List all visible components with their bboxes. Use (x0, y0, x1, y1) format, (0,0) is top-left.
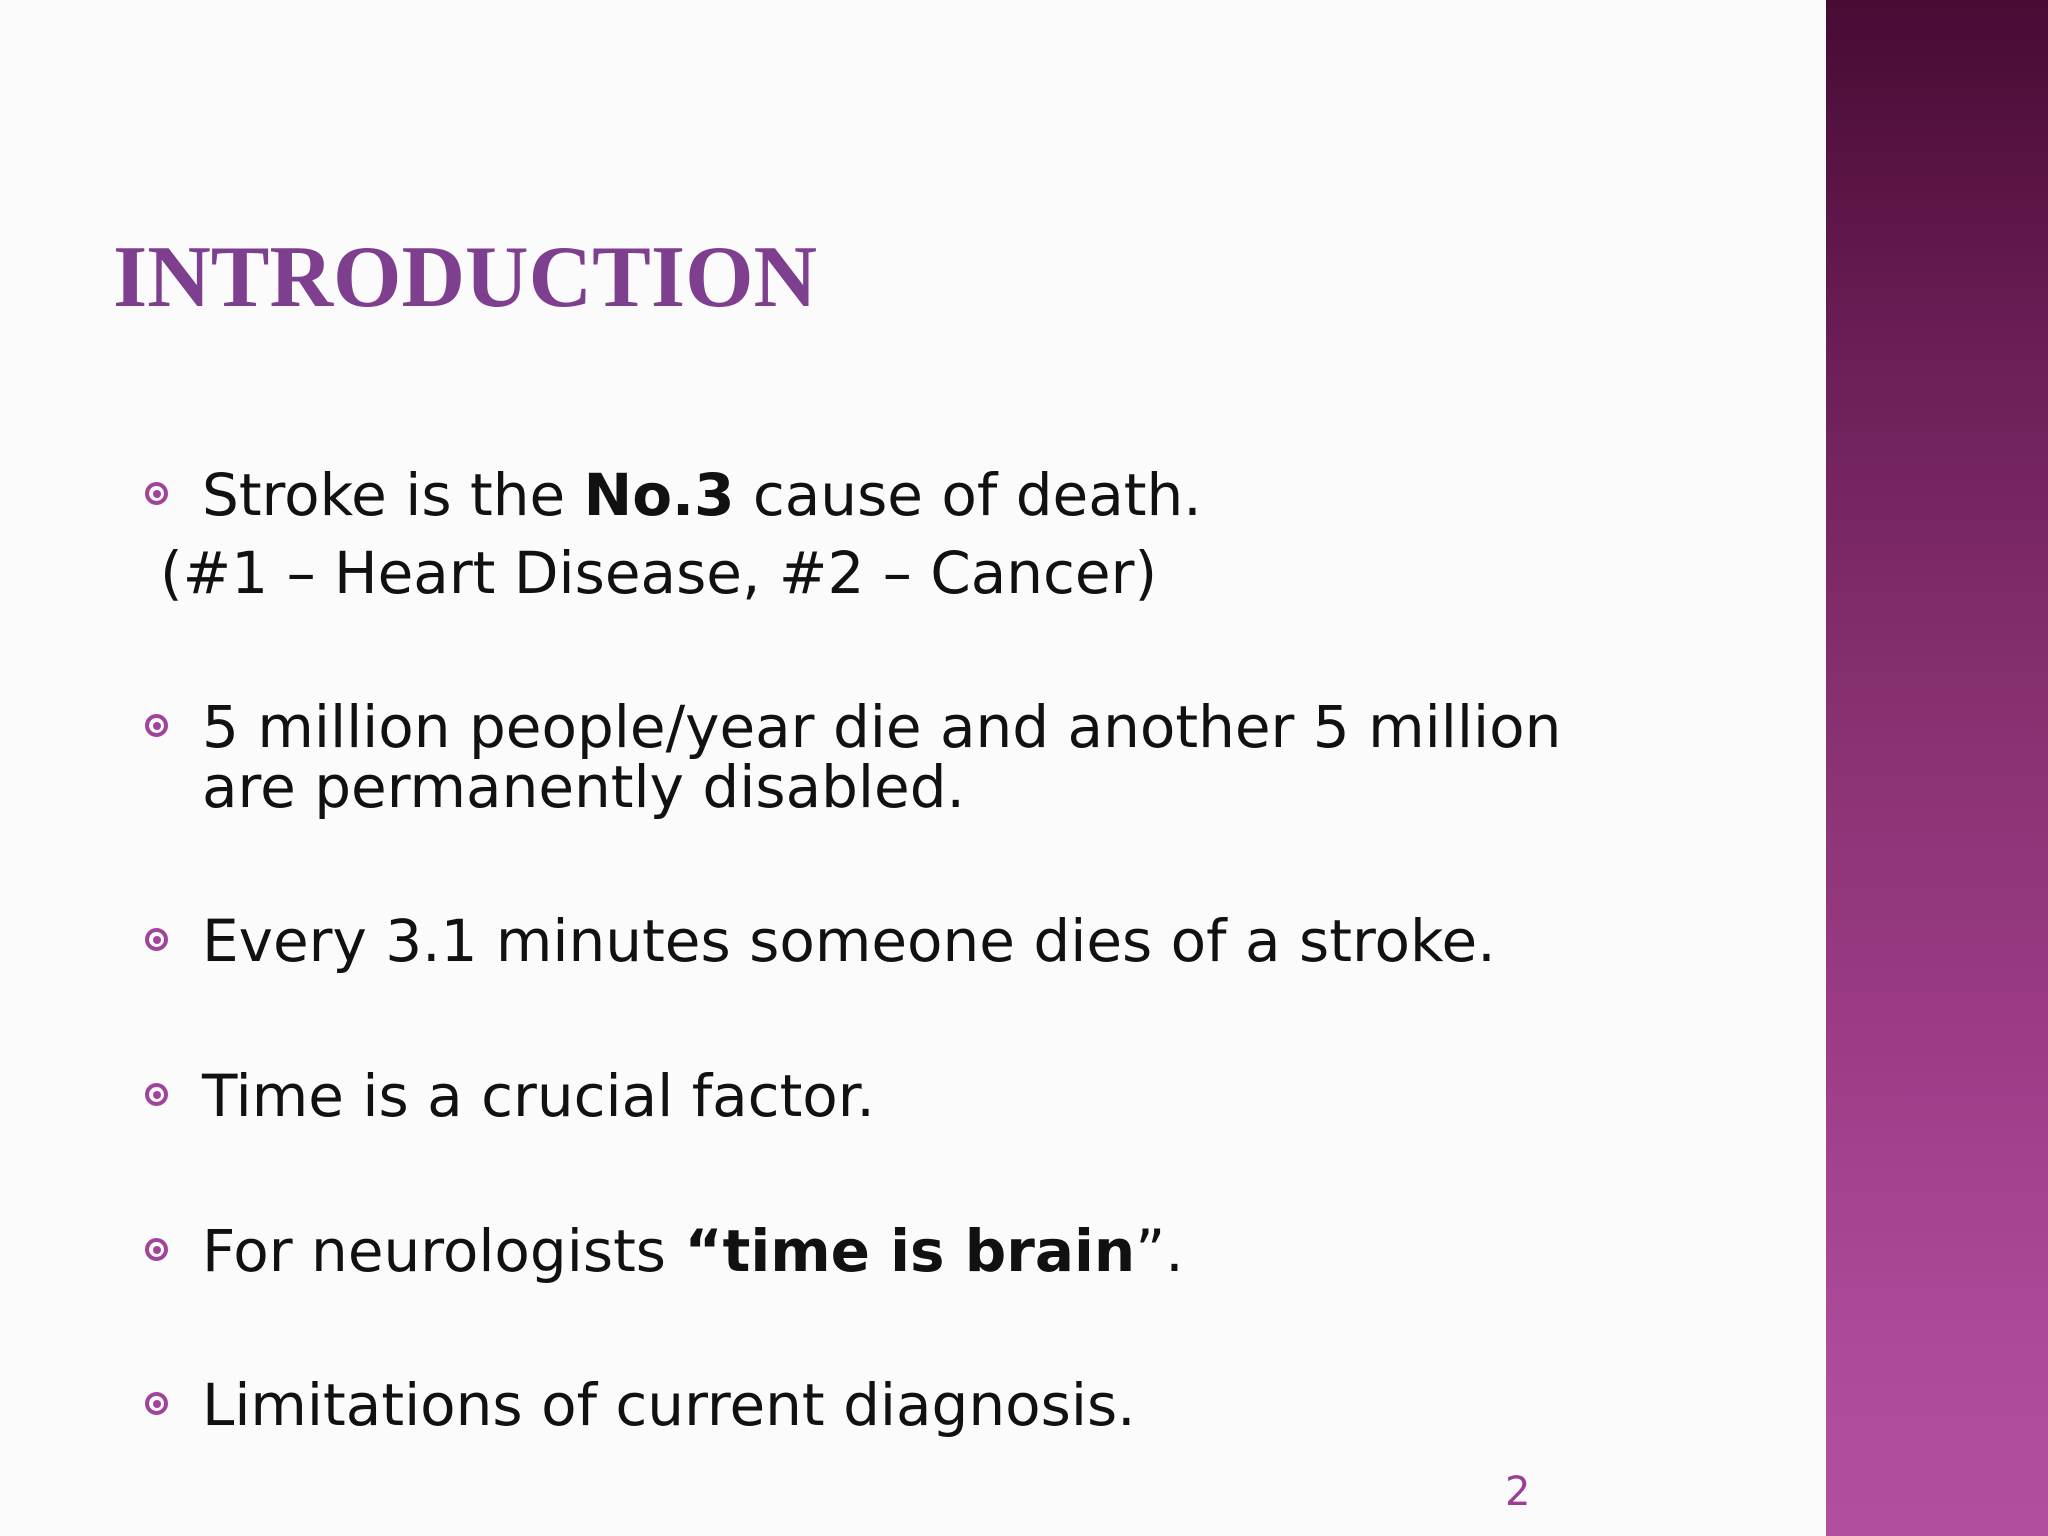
slide-title: INTRODUCTION (113, 229, 818, 326)
bullet-text-pre: Stroke is the (202, 461, 584, 529)
bullet-item-stroke-rank (140, 461, 1640, 529)
bullet-item-time-crucial (140, 1062, 1640, 1130)
bullet-icon (145, 1238, 168, 1261)
bullet-text-line1: 5 million people/year die and another 5 million (202, 693, 1562, 761)
bullet-icon (145, 1083, 168, 1106)
bullet-icon (145, 482, 168, 505)
bullet-text-post: cause of death. (734, 461, 1202, 529)
bullet-text-bold: “time is brain (684, 1217, 1136, 1285)
bullet-icon (145, 1392, 168, 1415)
bullet-text: Limitations of current diagnosis. (202, 1371, 1136, 1439)
bullet-text (202, 461, 1640, 529)
bullet-text-pre: For neurologists (202, 1217, 685, 1285)
bullet-icon (145, 928, 168, 951)
bullet-icon (145, 714, 168, 737)
bullet-text (202, 1217, 1640, 1285)
page-number: 2 (1505, 1469, 1531, 1515)
bullet-item-limitations (140, 1371, 1640, 1439)
sidebar-gradient-band (1826, 0, 2048, 1536)
bullet-item-every-minutes (140, 907, 1640, 975)
bullet-text-line2: are permanently disabled. (202, 753, 965, 821)
bullet-text: Time is a crucial factor. (202, 1062, 875, 1130)
bullet-text-post: ”. (1135, 1217, 1184, 1285)
bullet-text-bold: No.3 (583, 461, 735, 529)
bullet-item-five-million (140, 693, 1640, 821)
bullet-subline-causes: (#1 – Heart Disease, #2 – Cancer) (160, 539, 1158, 607)
bullet-item-time-is-brain (140, 1217, 1640, 1285)
bullet-text: Every 3.1 minutes someone dies of a stroke. (202, 907, 1496, 975)
